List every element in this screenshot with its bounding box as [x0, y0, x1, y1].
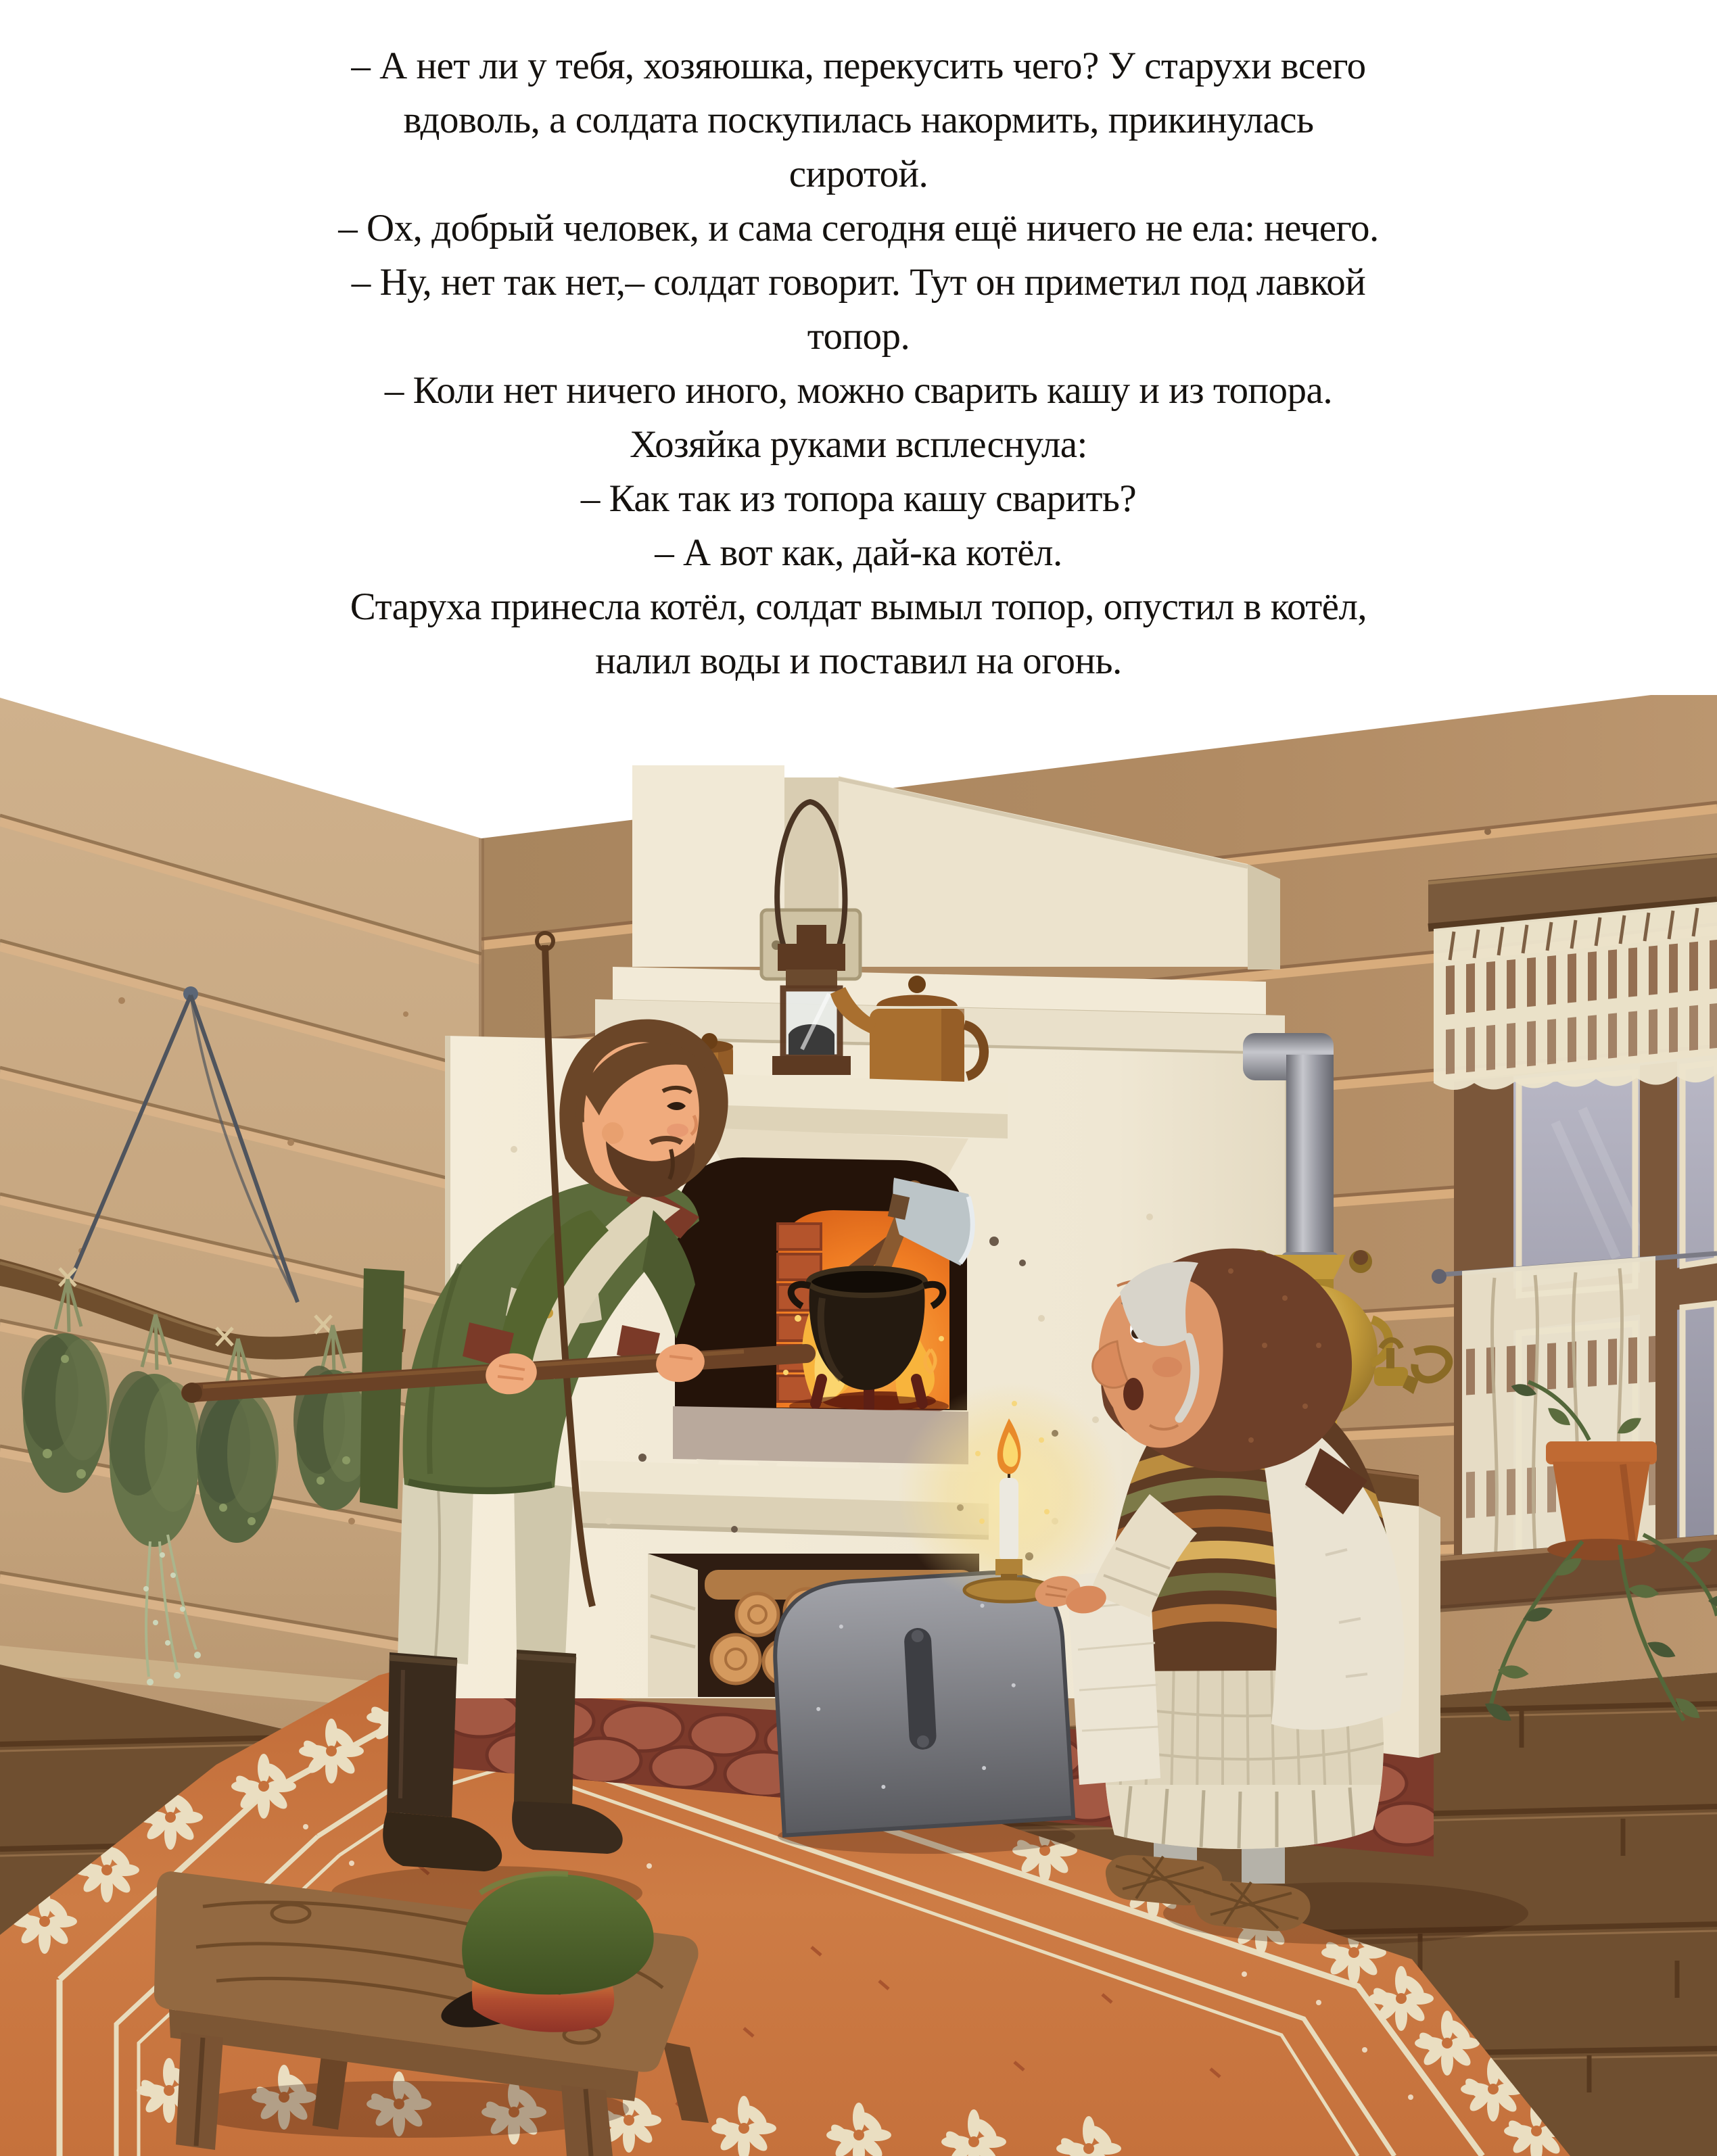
story-line: – А вот как, дай-ка котёл.: [655, 531, 1062, 574]
lace-valance: [1434, 902, 1717, 1090]
story-line: сиротой.: [789, 153, 928, 195]
firebox: [675, 1157, 974, 1417]
story-line: – Ну, нет так нет,– солдат говорит. Тут он приметил под лавкой: [351, 261, 1366, 304]
story-line: Хозяйка руками всплеснула:: [630, 423, 1087, 466]
illustration: [0, 695, 1717, 2156]
story-line: – Коли нет ничего иного, можно сварить кашу и из топора.: [384, 369, 1333, 412]
story-line: налил воды и поставил на огонь.: [595, 640, 1122, 682]
story-line: Старуха принесла котёл, солдат вымыл топор, опустил в котёл,: [350, 585, 1367, 628]
story-line: – А нет ли у тебя, хозяюшка, перекусить чего? У старухи всего: [351, 45, 1366, 87]
story-line: вдоволь, а солдата поскупилась накормить, прикинулась: [403, 99, 1314, 141]
soldier-leg: [398, 1478, 473, 1664]
story-text: [41, 39, 1676, 688]
story-line: – Как так из топора кашу сварить?: [580, 477, 1137, 520]
story-line: – Ох, добрый человек, и сама сегодня ещё ничего не ела: нечего.: [338, 207, 1379, 249]
flower-pot: [1546, 1441, 1657, 1464]
candle: [999, 1478, 1018, 1562]
story-line: топор.: [807, 315, 910, 358]
ash-door: [771, 1569, 1075, 1854]
soldier-leg: [514, 1481, 573, 1658]
